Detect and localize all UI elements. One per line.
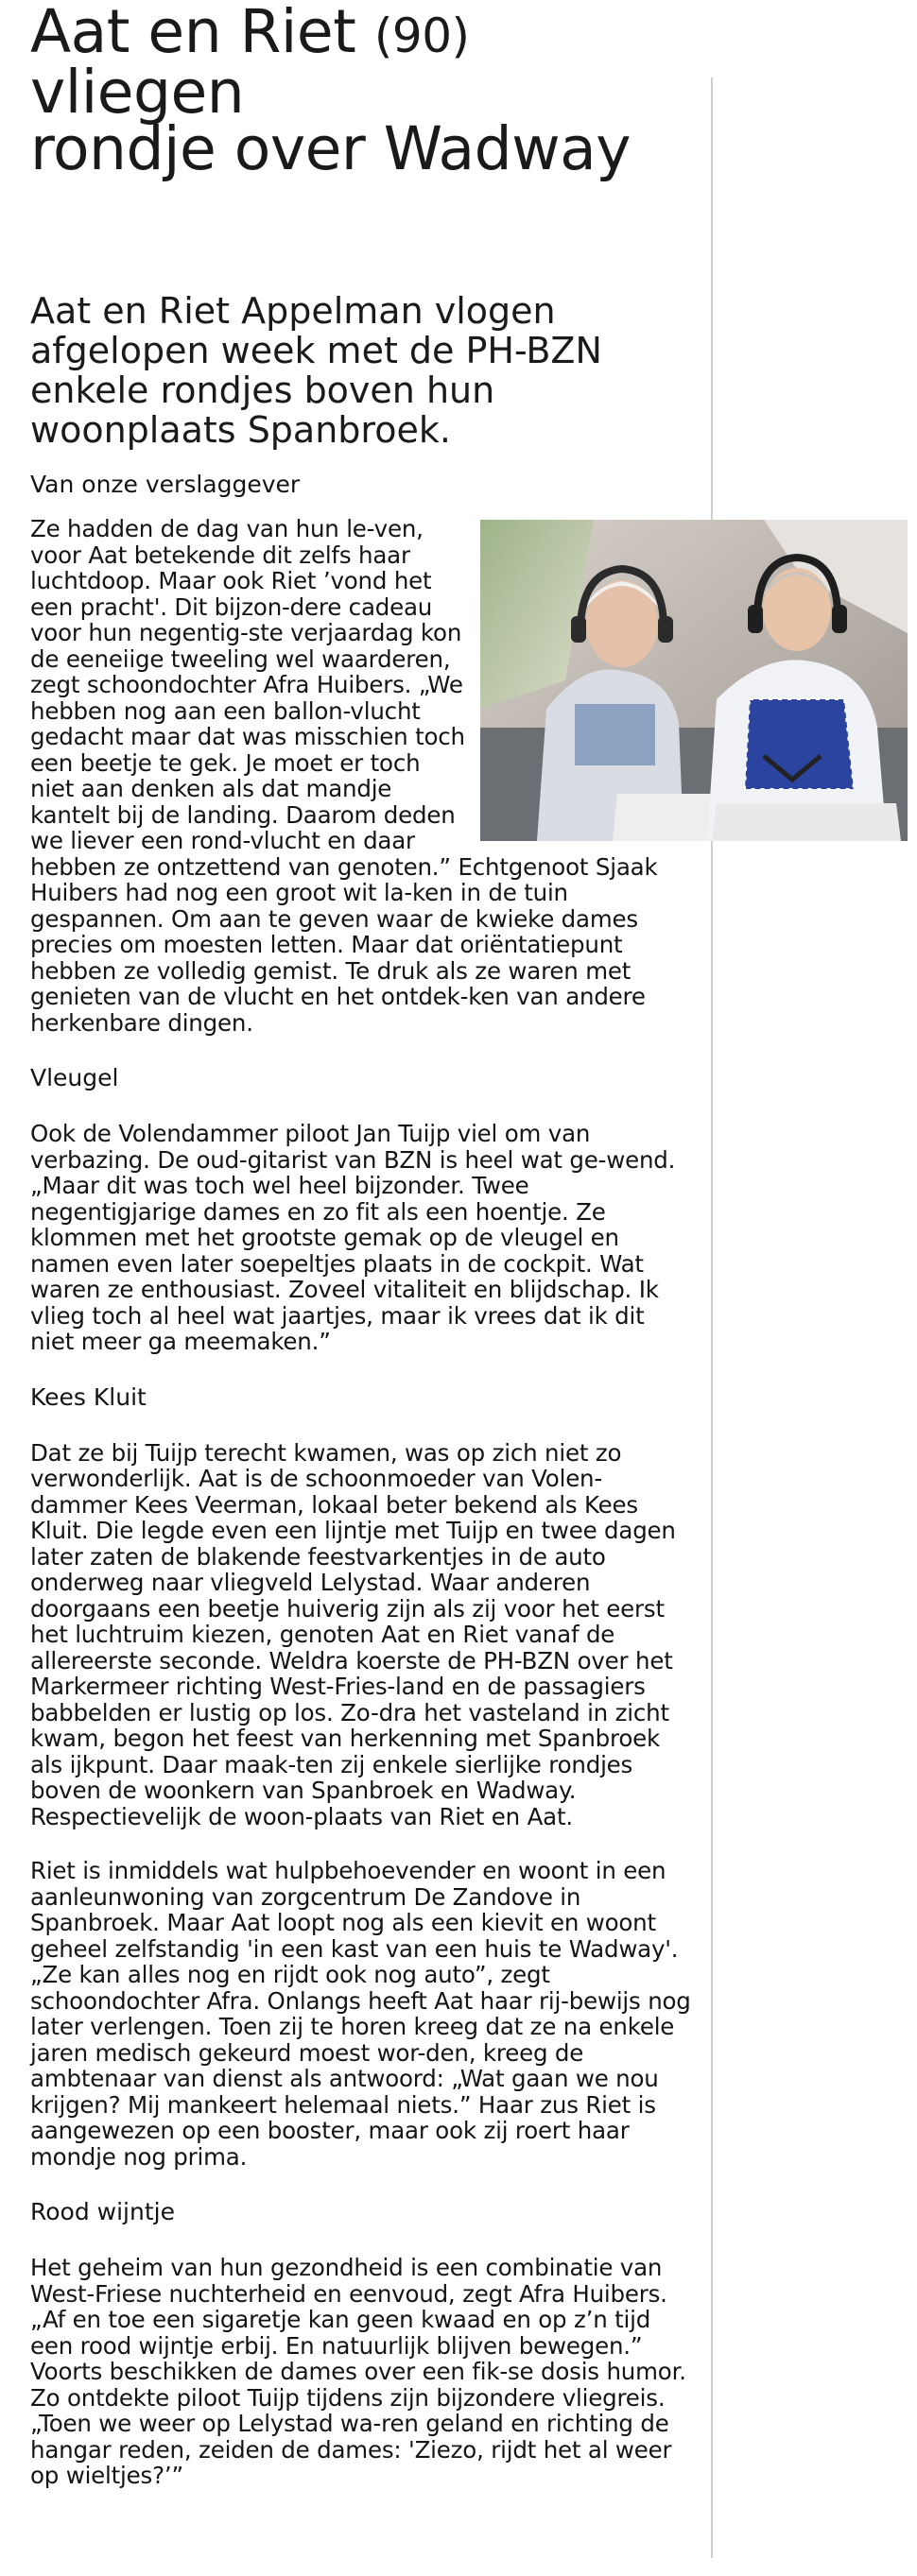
byline: Van onze verslaggever (30, 471, 301, 498)
subhead-rood-wijntje: Rood wijntje (30, 2198, 175, 2225)
photo-illustration (480, 520, 908, 841)
paragraph-vleugel: Ook de Volendammer piloot Jan Tuijp viel om van verbazing. De oud-gitarist van BZN is heel wat ge-wend. „Maar dit was toch wel heel bijzonder. Twee negentigjarige dames en zo fit als een hoentje. Ze klommen met het grootste gemak op de vleugel en namen even later soepeltjes plaats in de cockpit. Wat waren ze enthousiast. Zoveel vitaliteit en blijdschap. Ik vlieg toch al heel wat jaartjes, maar ik vrees dat ik dit niet meer ga meemaken.” (30, 1120, 676, 1355)
column-divider (711, 77, 713, 2558)
paragraph-kees-kluit-1: Dat ze bij Tuijp terecht kwamen, was op zich niet zo verwonderlijk. Aat is de schoonmoeder van Volen-dammer Kees Veerman, lokaal beter bekend als Kees Kluit. Die legde even een lijntje met Tuijp en twee dagen later zaten de blakende feestvarkentjes in de auto onderweg naar vliegveld Lelystad. Waar anderen doorgaans een beetje huiverig zijn als zij voor het eerst het luchtruim kiezen, genoten Aat en Riet vanaf de allereerste seconde. Weldra koerste de PH-BZN over het Markermeer richting West-Fries-land en de passagiers babbelden er lustig op los. Zo-dra het vasteland in zicht kwam, begon het feest van herkenning met Spanbroek als ijkpunt. Daar maak-ten zij enkele sierlijke rondjes boven de woonkern van Spanbroek en Wadway. Respectievelijk de woon-plaats van Riet en Aat. (30, 1438, 676, 1830)
subhead-kees-kluit: Kees Kluit (30, 1382, 147, 1411)
paragraph-rood-wijntje: Het geheim van hun gezondheid is een combinatie van West-Friese nuchterheid en eenvoud, zegt Afra Huibers. „Af en toe een sigaretje kan geen kwaad en op z’n tijd een rood wijntje erbij. En natuurlijk blijven bewegen.” Voorts beschikken de dames over een fik-se dosis humor. Zo ontdekte piloot Tuijp tijdens zijn bijzondere vliegreis. „Toen we weer op Lelystad wa-ren geland en richting de hangar reden, zeiden de dames: 'Ziezo, rijdt het al weer op wieltjes?’” (30, 2254, 686, 2489)
headline-age: (90) (373, 9, 470, 63)
lead-paragraph: Aat en Riet Appelman vlogen afgelopen week met de PH-BZN enkele rondjes boven hun woonplaats Spanbroek. (30, 290, 602, 451)
paragraph-intro: Ze hadden de dag van hun le-ven, voor Aat betekende dit zelfs haar luchtdoop. Maar ook Riet ’vond het een pracht'. Dit bijzon-dere cadeau voor hun negentig-ste verjaardag kon de eeneiige tweeling wel waarderen, zegt schoondochter Afra Huibers. „We hebben nog aan een ballon-vlucht gedacht maar dat was misschien toch een beetje te gek. Je moet er toch niet aan denken als dat mandje kantelt bij de landing. Daarom deden we liever een rond-vlucht en daar hebben ze ontzettend van genoten.” Echtgenoot Sjaak Huibers had nog een groot wit la-ken in de tuin gespannen. Om aan te geven waar de kwieke dames precies om moesten letten. Maar dat oriëntatiepunt hebben ze volledig gemist. Te druk als ze waren met genieten van de vlucht en het ontdek-ken van andere herkenbare dingen. (30, 515, 658, 1037)
article (30, 0, 692, 2489)
subhead-vleugel: Vleugel (30, 1064, 119, 1091)
headline-line-1: Aat en Riet (30, 0, 356, 66)
headline-line-1-end: vliegen (30, 58, 245, 127)
photo-two-women-in-cockpit (480, 520, 908, 841)
article-body (30, 516, 692, 2489)
paragraph-kees-kluit-2: Riet is inmiddels wat hulpbehoevender en woont in een aanleunwoning van zorgcentrum De Zandove in Spanbroek. Maar Aat loopt nog als een kievit en woont geheel zelfstandig 'in een kast van een huis te Wadway'. „Ze kan alles nog en rijdt ook nog auto”, zegt schoondochter Afra. Onlangs heeft Aat haar rij-bewijs nog later verlengen. Toen zij te horen kreeg dat ze na enkele jaren medisch gekeurd moest wor-den, kreeg de ambtenaar van dienst als antwoord: „Wat gaan we nou krijgen? Mij mankeert helemaal niets.” Haar zus Riet is aangewezen op een booster, maar ook zij roert haar mondje nog prima. (30, 1857, 691, 2171)
headline-line-2: rondje over Wadway (30, 114, 632, 183)
headline (30, 0, 692, 183)
